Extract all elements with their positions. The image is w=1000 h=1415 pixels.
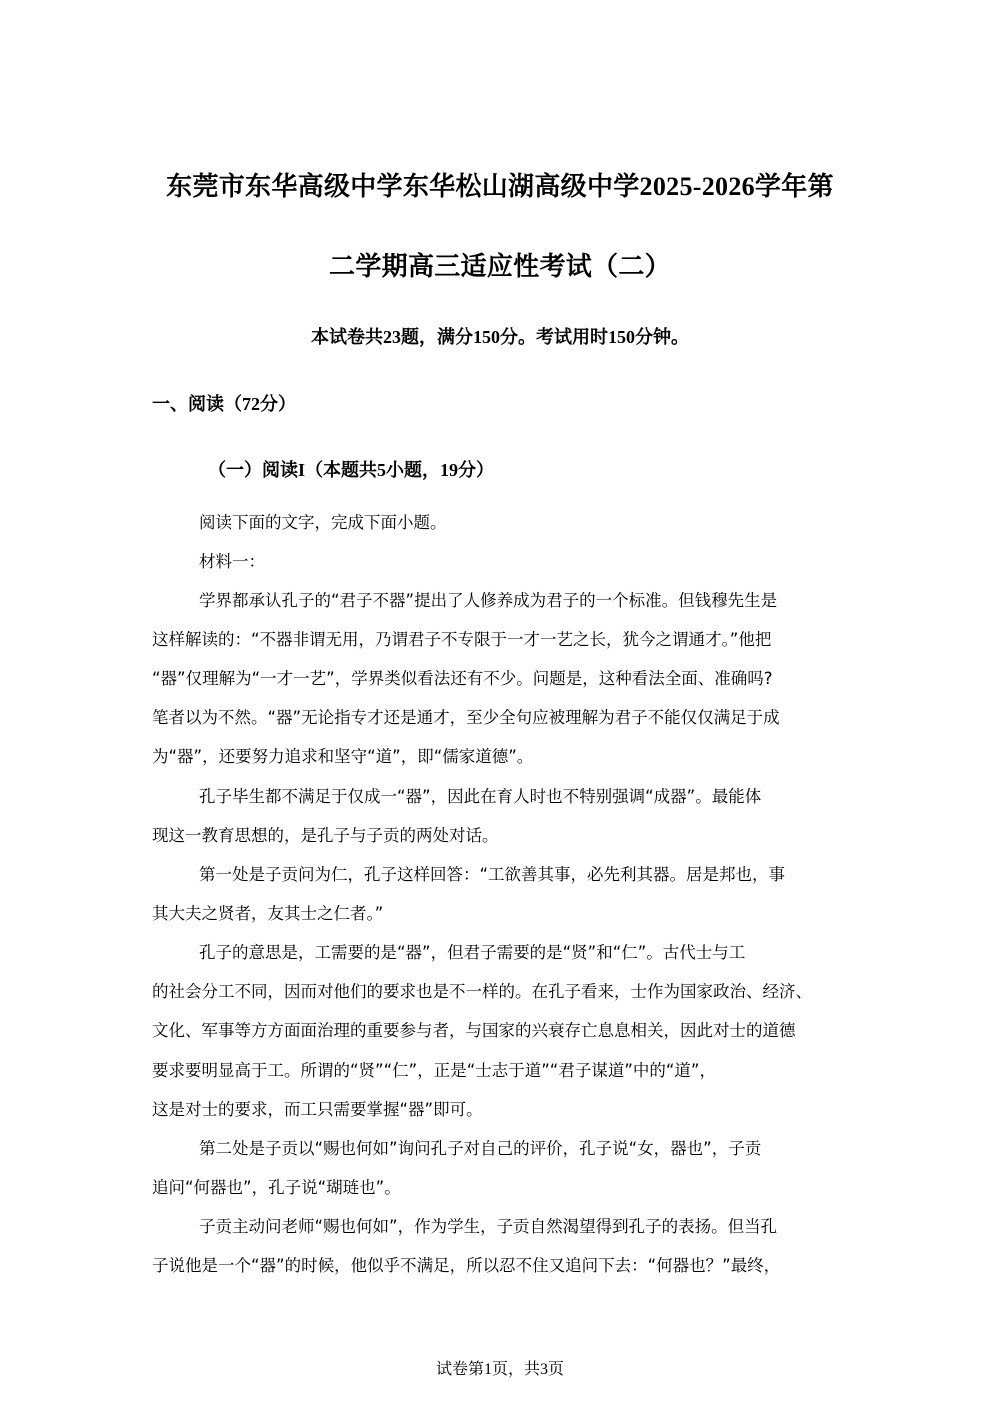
exam-instructions: 本试卷共23题，满分150分。考试用时150分钟。 [311,327,689,347]
paragraph-line: 第一处是子贡问为仁，孔子这样回答：“工欲善其事，必先利其器。居是邦也，事 [199,865,786,884]
paragraph-line: 其大夫之贤者，友其士之仁者。” [152,904,384,923]
exam-title-line-2: 二学期高三适应性考试（二） [329,252,671,281]
exam-title-line-1: 东莞市东华高级中学东华松山湖高级中学2025-2026学年第 [166,172,834,201]
instruction-line: 阅读下面的文字，完成下面小题。 [199,513,447,532]
paragraph-line: 学界都承认孔子的“君子不器”提出了人修养成为君子的一个标准。但钱穆先生是 [199,591,778,610]
paragraph-line: 要求要明显高于工。所谓的“贤”“仁”，正是“士志于道”“君子谋道”中的“道”， [152,1061,716,1080]
paragraph-line: 为“器”，还要努力追求和坚守“道”，即“儒家道德”。 [152,747,534,766]
section-heading: 一、阅读（72分） [152,394,296,414]
paragraph-line: “器”仅理解为“一才一艺”，学界类似看法还有不少。问题是，这种看法全面、准确吗? [152,669,773,688]
material-label: 材料一： [199,552,265,571]
subsection-heading: （一）阅读I（本题共5小题，19分） [208,460,495,480]
paragraph-line: 孔子毕生都不满足于仅成一“器”，因此在育人时也不特别强调“成器”。最能体 [199,787,762,806]
paragraph-line: 子贡主动问老师“赐也何如”，作为学生，子贡自然渴望得到孔子的表扬。但当孔 [199,1217,778,1236]
paragraph-line: 这样解读的：“不器非谓无用，乃谓君子不专限于一才一艺之长，犹今之谓通才。”他把 [152,630,772,649]
paragraph-line: 追问“何器也”，孔子说“瑚琏也”。 [152,1178,401,1197]
paragraph-line: 现这一教育思想的，是孔子与子贡的两处对话。 [152,826,499,845]
paragraph-line: 孔子的意思是，工需要的是“器”，但君子需要的是“贤”和“仁”。古代士与工 [199,943,746,962]
paragraph-line: 这是对士的要求，而工只需要掌握“器”即可。 [152,1100,483,1119]
page-footer: 试卷第1页，共3页 [435,1361,564,1378]
paragraph-line: 子说他是一个“器”的时候，他似乎不满足，所以忍不住又追问下去：“何器也？”最终， [152,1256,781,1275]
paragraph-line: 第二处是子贡以“赐也何如”询问孔子对自己的评价，孔子说“女，器也”，子贡 [199,1139,762,1158]
paragraph-line: 的社会分工不同，因而对他们的要求也是不一样的。在孔子看来，士作为国家政治、经济、 [152,982,812,1001]
paragraph-line: 笔者以为不然。“器”无论指专才还是通才，至少全句应被理解为君子不能仅仅满足于成 [152,708,780,727]
paragraph-line: 文化、军事等方方面面治理的重要参与者，与国家的兴衰存亡息息相关，因此对士的道德 [152,1021,796,1040]
